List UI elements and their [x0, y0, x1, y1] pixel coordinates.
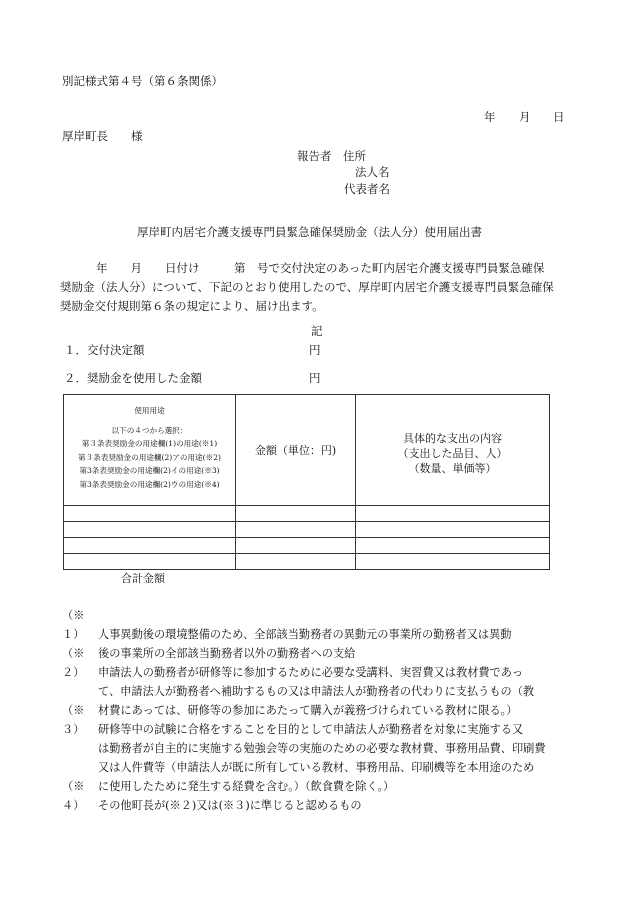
amount-cell[interactable]: [236, 522, 356, 538]
usage-table: [63, 394, 550, 570]
item1-label: １．交付決定額: [64, 343, 145, 357]
body-line-3: 奨励金交付規則第６条の規定により、届け出ます。: [60, 299, 324, 313]
use-cell[interactable]: [64, 522, 236, 538]
detail-header-line-1: 具体的な支出の内容: [403, 432, 502, 445]
detail-cell[interactable]: [356, 554, 550, 570]
use-option-4: 第3条表奨励金の用途欄(2)ウの用途(※4): [79, 479, 220, 489]
reporter-corp-name: 法人名: [355, 165, 390, 179]
detail-header-cell: [356, 395, 550, 506]
detail-cell[interactable]: [356, 538, 550, 554]
use-cell[interactable]: [64, 554, 236, 570]
reporter-representative: 代表者名: [344, 182, 390, 196]
reporter-address: 住所: [343, 149, 366, 163]
date-year: 年: [484, 110, 496, 124]
note-4-mark: （※４）: [62, 780, 85, 812]
form-label: 別記様式第４号（第６条関係）: [62, 74, 223, 88]
detail-cell[interactable]: [356, 522, 550, 538]
table-row: [64, 506, 550, 522]
note-3-text-4: に使用したために発生する経費を含む。）（飲食費を除く。）: [98, 780, 395, 793]
total-amount-label: 合計金額: [121, 572, 165, 585]
body-paragraph: [60, 259, 570, 316]
detail-header-line-3: （数量、単価等）: [408, 462, 497, 475]
use-header: 使用用途: [134, 406, 165, 415]
note-4: [62, 777, 572, 815]
note-1-text-1: 人事異動後の環境整備のため、全部該当勤務者の異動元の事業所の勤務者又は異動: [98, 628, 512, 641]
note-3-text-3: 又は人件費等（申請法人が既に所有している教材、事務用品、印刷機等を本用途のため: [98, 761, 535, 774]
item2-label: ２．奨励金を使用した金額: [64, 371, 202, 385]
note-2-text-1: 申請法人の勤務者が研修等に参加するために必要な受講料、実習費又は教材費であっ: [98, 666, 524, 679]
ki-heading: 記: [311, 324, 323, 338]
note-4-text-1: その他町長が(※２)又は(※３)に準じると認めるもの: [98, 799, 362, 812]
use-cell[interactable]: [64, 538, 236, 554]
note-3-mark: （※３）: [62, 704, 85, 736]
item2-unit: 円: [309, 371, 321, 385]
note-3-text-2: は勤務者が自主的に実施する勉強会等の実施のための必要な教材費、事務用品費、印刷費: [98, 742, 546, 755]
note-2-text-3: 材費にあっては、研修等の参加にあたって購入が義務づけられている教材に限る。）: [98, 704, 518, 717]
detail-header-line-2: （支出した品目、人）: [397, 447, 508, 460]
table-row: [64, 522, 550, 538]
amount-cell[interactable]: [236, 554, 356, 570]
body-line-1: 年 月 日付け 第 号で交付決定のあった町内居宅介護支援専門員緊急確保: [96, 261, 545, 275]
reporter-label: 報告者: [297, 149, 332, 163]
table-row: [64, 554, 550, 570]
addressee: 厚岸町長 様: [62, 129, 143, 143]
use-option-1: 第３条表奨励金の用途欄(1)の用途(※1): [81, 439, 218, 448]
use-option-2: 第３条表奨励金の用途欄(2)アの用途(※2): [77, 452, 221, 462]
item1-unit: 円: [309, 343, 321, 357]
use-option-3: 第3条表奨励金の用途欄(2)イの用途(※3): [79, 466, 220, 475]
note-1-mark: （※１）: [62, 609, 85, 641]
note-2-text-2: て、申請法人が勤務者へ補助するもの又は申請法人が勤務者の代わりに支払うもの（教: [98, 685, 535, 698]
select-note: 以下の４つから選択：: [111, 425, 188, 435]
note-1-text-2: 後の事業所の全部該当勤務者以外の勤務者への支給: [98, 647, 356, 660]
document-title: 厚岸町内居宅介護支援専門員緊急確保奨励金（法人分）使用届出書: [137, 225, 482, 239]
amount-cell[interactable]: [236, 506, 356, 522]
note-2-mark: （※２）: [62, 647, 85, 679]
date-day: 日: [553, 110, 565, 124]
use-cell[interactable]: [64, 506, 236, 522]
amount-cell[interactable]: [236, 538, 356, 554]
amount-header: 金額（単位：円): [236, 395, 356, 506]
table-row: [64, 538, 550, 554]
body-line-2: 奨励金（法人分）について、下記のとおり使用したので、厚岸町内居宅介護支援専門員緊急確保: [60, 280, 554, 294]
use-header-cell: [64, 395, 236, 506]
usage-table-header: [64, 395, 550, 506]
detail-cell[interactable]: [356, 506, 550, 522]
date-month: 月: [519, 110, 531, 124]
note-3-text-1: 研修等中の試験に合格をすることを目的として申請法人が勤務者を対象に実施する又: [98, 723, 524, 736]
